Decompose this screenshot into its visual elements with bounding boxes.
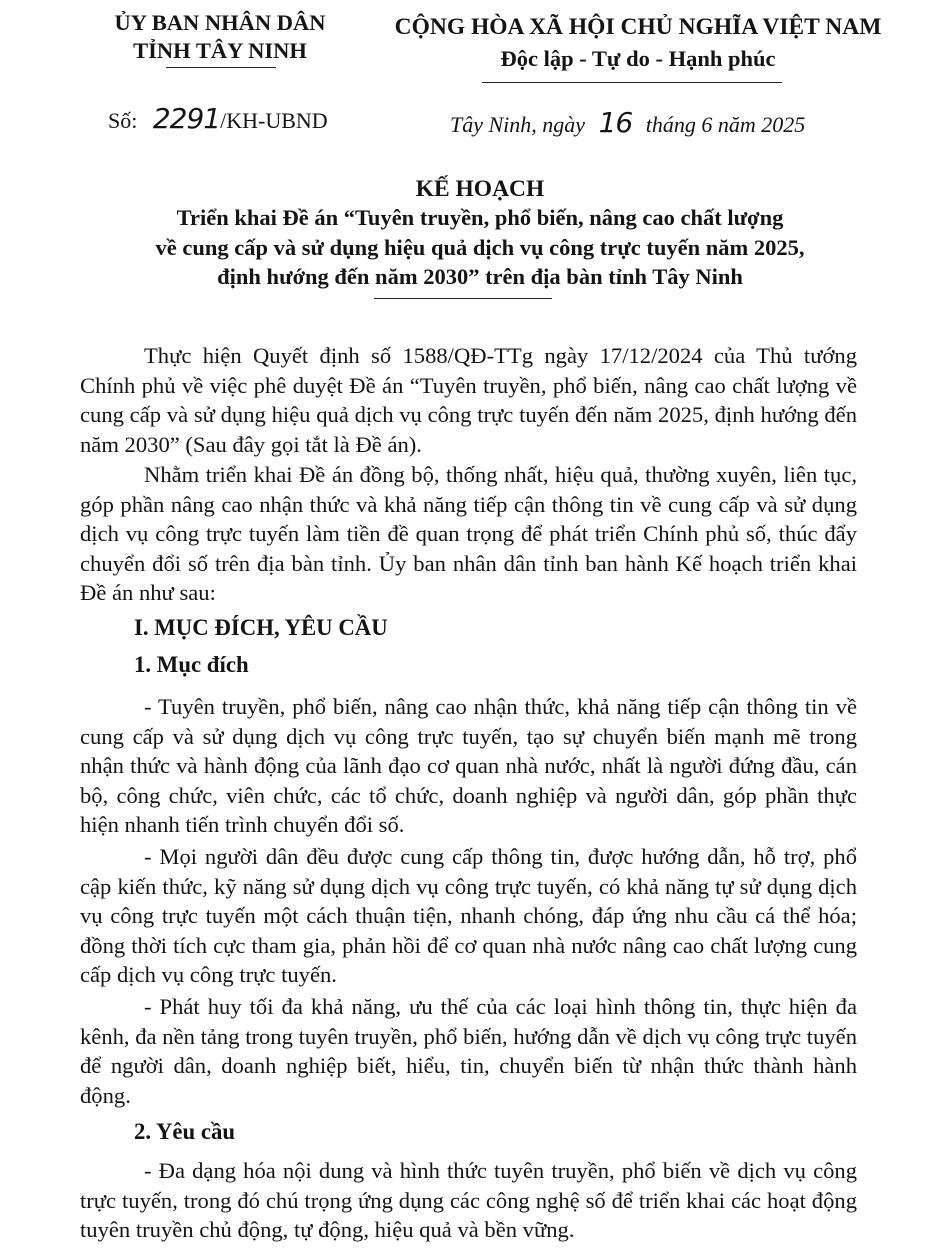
document-type-heading: KẾ HOẠCH: [415, 176, 545, 202]
requirement-paragraph-1: - Đa dạng hóa nội dung và hình thức tuyên truyền, phổ biến về dịch vụ công trực tuyến, trong đó chú trọng ứng dụng các công nghệ số để triển khai các hoạt động tuyên truyền chủ động, tự động, hiệu quả và bền vững.: [80, 1158, 857, 1242]
purpose-paragraph-3: - Phát huy tối đa khả năng, ưu thế của các loại hình thông tin, thực hiện đa kênh, đa nền tảng trong tuyên truyền, phổ biến, hướng dẫn về dịch vụ công trực tuyến để người dân, doanh nghiệp biết, hiểu, tin, chuyển biến từ nhận thức thành hành động.: [80, 994, 857, 1108]
intro-paragraph-2: Nhằm triển khai Đề án đồng bộ, thống nhất, hiệu quả, thường xuyên, liên tục, góp phần nâng cao nhận thức và khả năng tiếp cận thông tin về cung cấp và sử dụng dịch vụ công trực tuyến làm tiền đề quan trọng để phát triển Chính phủ số, thúc đẩy chuyển đổi số trên địa bàn tỉnh. Ủy ban nhân dân tỉnh ban hành Kế hoạch triển khai Đề án như sau:: [80, 462, 857, 605]
intro-paragraph-1: Thực hiện Quyết định số 1588/QĐ-TTg ngày 17/12/2024 của Thủ tướng Chính phủ về việc phê duyệt Đề án “Tuyên truyền, phổ biến, nâng cao chất lượng về cung cấp và sử dụng hiệu quả dịch vụ công trực tuyến đến năm 2025, định hướng đến năm 2030” (Sau đây gọi tắt là Đề án).: [80, 343, 857, 457]
date-year: 2025: [761, 112, 806, 137]
agency-name-line2: TỈNH TÂY NINH: [133, 38, 307, 63]
title-line-1: Triển khai Đề án “Tuyên truyền, phổ biến, nâng cao chất lượng: [176, 205, 784, 230]
number-handwritten: 2291: [152, 102, 221, 135]
document-number: [108, 102, 328, 135]
agency-underline: [166, 67, 276, 68]
purpose-paragraph-2: - Mọi người dân đều được cung cấp thông tin, được hướng dẫn, hỗ trợ, phổ cập kiến thức, kỹ năng sử dụng dịch vụ công trực tuyến, có khả năng tự sử dụng dịch vụ công trực tuyến một cách thuận tiện, nhanh chóng, đáp ứng nhu cầu cá thể hóa; đồng thời tích cực tham gia, phản hồi để cơ quan nhà nước nâng cao chất lượng cung cấp dịch vụ công trực tuyến.: [80, 844, 857, 987]
subsection-2-heading: 2. Yêu cầu: [134, 1119, 236, 1144]
date-year-label: năm: [717, 112, 756, 137]
agency-name-line1: ỦY BAN NHÂN DÂN: [114, 10, 326, 35]
nation-motto: Độc lập - Tự do - Hạnh phúc: [500, 46, 776, 71]
date-prefix: Tây Ninh, ngày: [450, 112, 586, 137]
title-line-3: định hướng đến năm 2030” trên địa bàn tỉnh Tây Ninh: [217, 264, 743, 289]
section-1-heading: I. MỤC ĐÍCH, YÊU CẦU: [134, 615, 388, 640]
date-month-label: tháng: [645, 112, 696, 137]
number-suffix: /KH-UBND: [220, 108, 328, 133]
purpose-paragraph-1: - Tuyên truyền, phổ biến, nâng cao nhận thức, khả năng tiếp cận thông tin về cung cấp và sử dụng dịch vụ công trực tuyến, tạo sự chuyển biến mạnh mẽ trong nhận thức và hành động của lãnh đạo cơ quan nhà nước, nhất là người đứng đầu, cán bộ, công chức, viên chức, các tổ chức, doanh nghiệp và người dân, góp phần thực hiện nhanh tiến trình chuyển đổi số.: [80, 694, 857, 837]
number-label: Số:: [108, 108, 138, 133]
document-date: [450, 106, 805, 139]
nation-name: CỘNG HÒA XÃ HỘI CHỦ NGHĨA VIỆT NAM: [394, 14, 882, 40]
title-underline: [374, 298, 552, 299]
subsection-1-heading: 1. Mục đích: [134, 652, 249, 677]
title-line-2: về cung cấp và sử dụng hiệu quả dịch vụ công trực tuyến năm 2025,: [155, 235, 805, 260]
date-month: 6: [701, 112, 713, 137]
motto-underline: [482, 82, 782, 83]
date-day-handwritten: 16: [598, 106, 633, 139]
